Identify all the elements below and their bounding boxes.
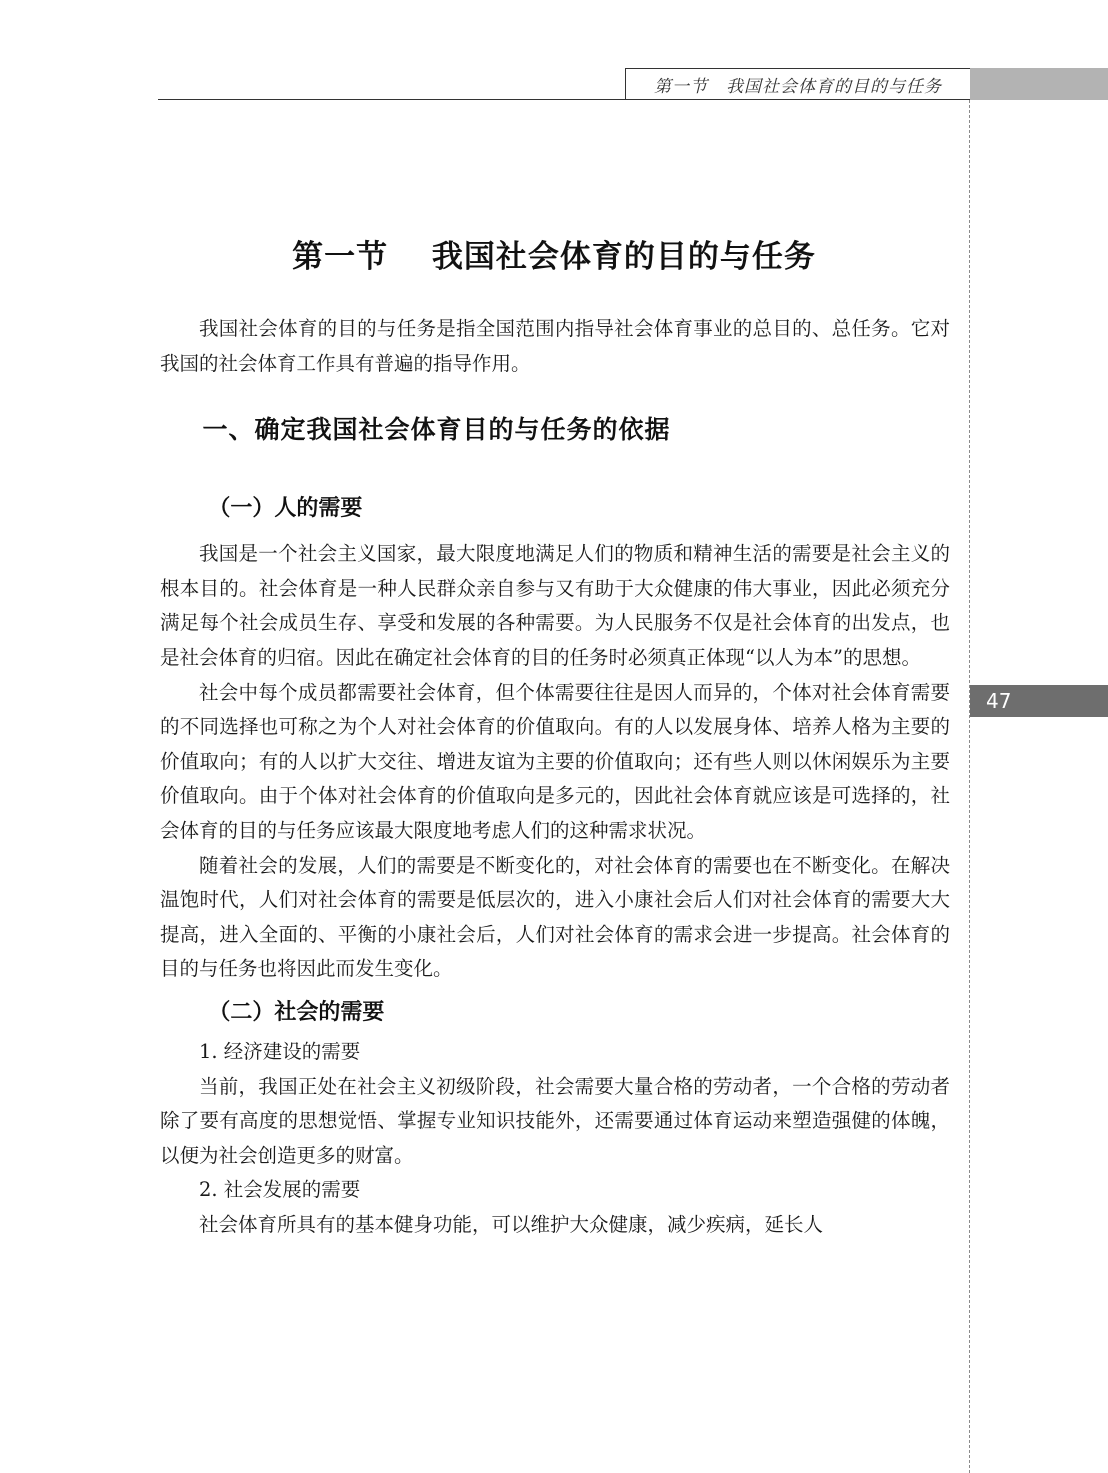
item-heading-social-development: 2. 社会发展的需要: [199, 1178, 361, 1202]
header-tab: [970, 68, 1108, 100]
main-content: [160, 312, 950, 1242]
paragraph: 社会中每个成员都需要社会体育，但个体需要往往是因人而异的，个体对社会体育需要的不同选择也可称之为个人对社会体育的价值取向。有的人以发展身体、培养人格为主要的价值取向；有的人以扩大交往、增进友谊为主要的价值取向；还有些人则以休闲娱乐为主要价值取向。由于个体对社会体育的价值取向是多元的，因此社会体育就应该是可选择的，社会体育的目的与任务应该最大限度地考虑人们的这种需求状况。: [160, 680, 950, 842]
running-header: 第一节 我国社会体育的目的与任务: [625, 68, 970, 100]
subheading-human-needs: （一）人的需要: [208, 495, 363, 522]
item-heading-economic: 1. 经济建设的需要: [199, 1039, 361, 1063]
paragraph: 当前，我国正处在社会主义初级阶段，社会需要大量合格的劳动者，一个合格的劳动者除了要有高度的思想觉悟、掌握专业知识技能外，还需要通过体育运动来塑造强健的体魄，以便为社会创造更多的财富。: [160, 1074, 950, 1167]
paragraph: 我国是一个社会主义国家，最大限度地满足人们的物质和精神生活的需要是社会主义的根本目的。社会体育是一种人民群众亲自参与又有助于大众健康的伟大事业，因此必须充分满足每个社会成员生存、享受和发展的各种需要。为人民服务不仅是社会体育的出发点，也是社会体育的归宿。因此在确定社会体育的目的任务时必须真正体现“以人为本”的思想。: [160, 542, 950, 669]
heading-basis: 一、确定我国社会体育目的与任务的依据: [202, 415, 671, 445]
subheading-social-needs: （二）社会的需要: [208, 998, 385, 1025]
intro-paragraph: 我国社会体育的目的与任务是指全国范围内指导社会体育事业的总目的、总任务。它对我国的社会体育工作具有普遍的指导作用。: [160, 317, 950, 375]
margin-guide-line: [969, 100, 970, 1473]
paragraph: 社会体育所具有的基本健身功能，可以维护大众健康，减少疾病，延长人: [199, 1212, 824, 1236]
section-title: 第一节 我国社会体育的目的与任务: [292, 239, 816, 275]
paragraph: 随着社会的发展，人们的需要是不断变化的，对社会体育的需要也在不断变化。在解决温饱时代，人们对社会体育的需要是低层次的，进入小康社会后人们对社会体育的需要大大提高，进入全面的、平衡的小康社会后，人们对社会体育的需求会进一步提高。社会体育的目的与任务也将因此而发生变化。: [160, 853, 950, 981]
page-number: 47: [970, 685, 1108, 717]
